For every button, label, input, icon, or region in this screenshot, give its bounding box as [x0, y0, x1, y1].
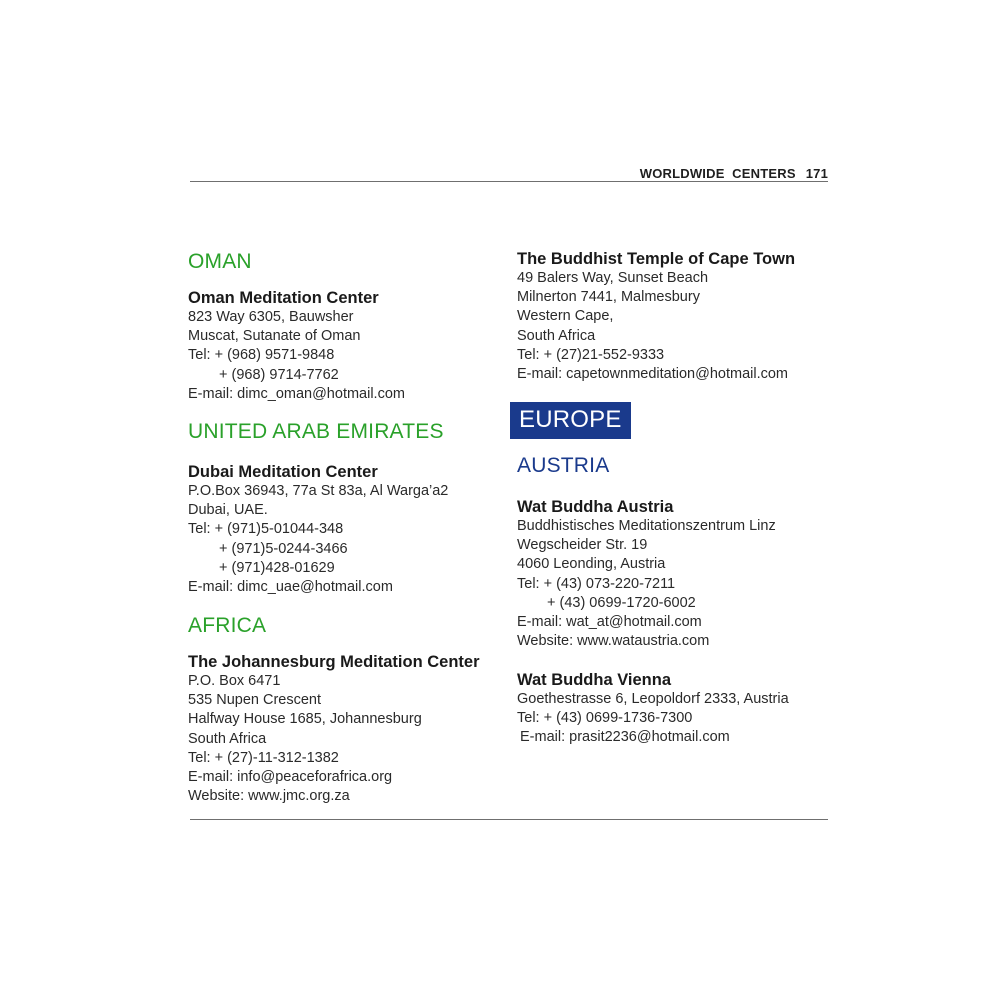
footer-rule: [190, 819, 828, 820]
center-name: The Buddhist Temple of Cape Town: [517, 250, 796, 268]
address-line: 535 Nupen Crescent: [188, 692, 321, 709]
center-name: Wat Buddha Austria: [517, 498, 674, 516]
address-line: Western Cape,: [517, 308, 614, 325]
country-heading-africa: AFRICA: [188, 614, 267, 637]
address-line: Wegscheider Str. 19: [517, 537, 648, 554]
center-entry-dubai: [188, 463, 518, 597]
address-line: Milnerton 7441, Malmesbury: [517, 289, 700, 306]
address-line: Dubai, UAE.: [188, 502, 268, 519]
phone-line: + (971)428-01629: [219, 559, 335, 576]
address-line: Buddhistisches Meditationszentrum Linz: [517, 518, 776, 534]
center-name: Dubai Meditation Center: [188, 463, 378, 481]
country-heading-oman: OMAN: [188, 250, 252, 273]
address-line: Goethestrasse 6, Leopoldorf 2333, Austria: [517, 691, 789, 707]
center-name: Wat Buddha Vienna: [517, 671, 672, 689]
phone-line: Tel: + (971)5-01044-348: [188, 521, 344, 538]
address-line: Halfway House 1685, Johannesburg: [188, 711, 422, 728]
email-line: E-mail: capetownmeditation@hotmail.com: [517, 366, 788, 383]
address-line: 49 Balers Way, Sunset Beach: [517, 270, 709, 286]
email-line: E-mail: info@peaceforafrica.org: [188, 769, 393, 786]
phone-line: + (968) 9714-7762: [219, 366, 339, 383]
email-line: E-mail: dimc_uae@hotmail.com: [188, 579, 393, 596]
email-line: E-mail: dimc_oman@hotmail.com: [188, 385, 405, 402]
center-entry-johannesburg: [188, 653, 518, 806]
phone-line: Tel: + (43) 0699-1736-7300: [517, 710, 693, 727]
page-number: 171: [805, 166, 828, 181]
phone-line: Tel: + (968) 9571-9848: [188, 347, 335, 364]
address-line: P.O.Box 36943, 77a St 83a, Al Warga’a2: [188, 483, 449, 499]
running-header: [640, 166, 828, 181]
phone-line: Tel: + (27)-11-312-1382: [188, 749, 339, 766]
center-entry-wat-buddha-vienna: [517, 671, 847, 748]
header-rule: [190, 181, 828, 182]
center-entry-wat-buddha-austria: [517, 498, 847, 651]
country-heading-uae: UNITED ARAB EMIRATES: [188, 420, 444, 443]
website-line: Website: www.wataustria.com: [517, 633, 710, 650]
center-entry-cape-town: [517, 250, 847, 384]
phone-line: Tel: + (43) 073-220-7211: [517, 575, 676, 592]
phone-line: Tel: + (27)21-552-9333: [517, 346, 665, 363]
center-name: Oman Meditation Center: [188, 289, 379, 307]
section-title: WORLDWIDE CENTERS: [639, 166, 796, 181]
address-line: P.O. Box 6471: [188, 673, 281, 689]
email-line: E-mail: wat_at@hotmail.com: [517, 614, 702, 631]
website-line: Website: www.jmc.org.za: [188, 788, 350, 805]
address-line: South Africa: [188, 730, 267, 747]
country-heading-austria: AUSTRIA: [517, 454, 610, 477]
phone-line: + (971)5-0244-3466: [219, 540, 348, 557]
address-line: 823 Way 6305, Bauwsher: [188, 309, 354, 325]
region-banner-europe: EUROPE: [510, 402, 631, 439]
center-entry-oman: [188, 289, 518, 404]
email-line: E-mail: prasit2236@hotmail.com: [520, 729, 730, 746]
center-name: The Johannesburg Meditation Center: [188, 653, 480, 671]
address-line: South Africa: [517, 327, 596, 344]
address-line: 4060 Leonding, Austria: [517, 556, 666, 573]
address-line: Muscat, Sutanate of Oman: [188, 328, 361, 345]
phone-line: + (43) 0699-1720-6002: [547, 594, 696, 611]
